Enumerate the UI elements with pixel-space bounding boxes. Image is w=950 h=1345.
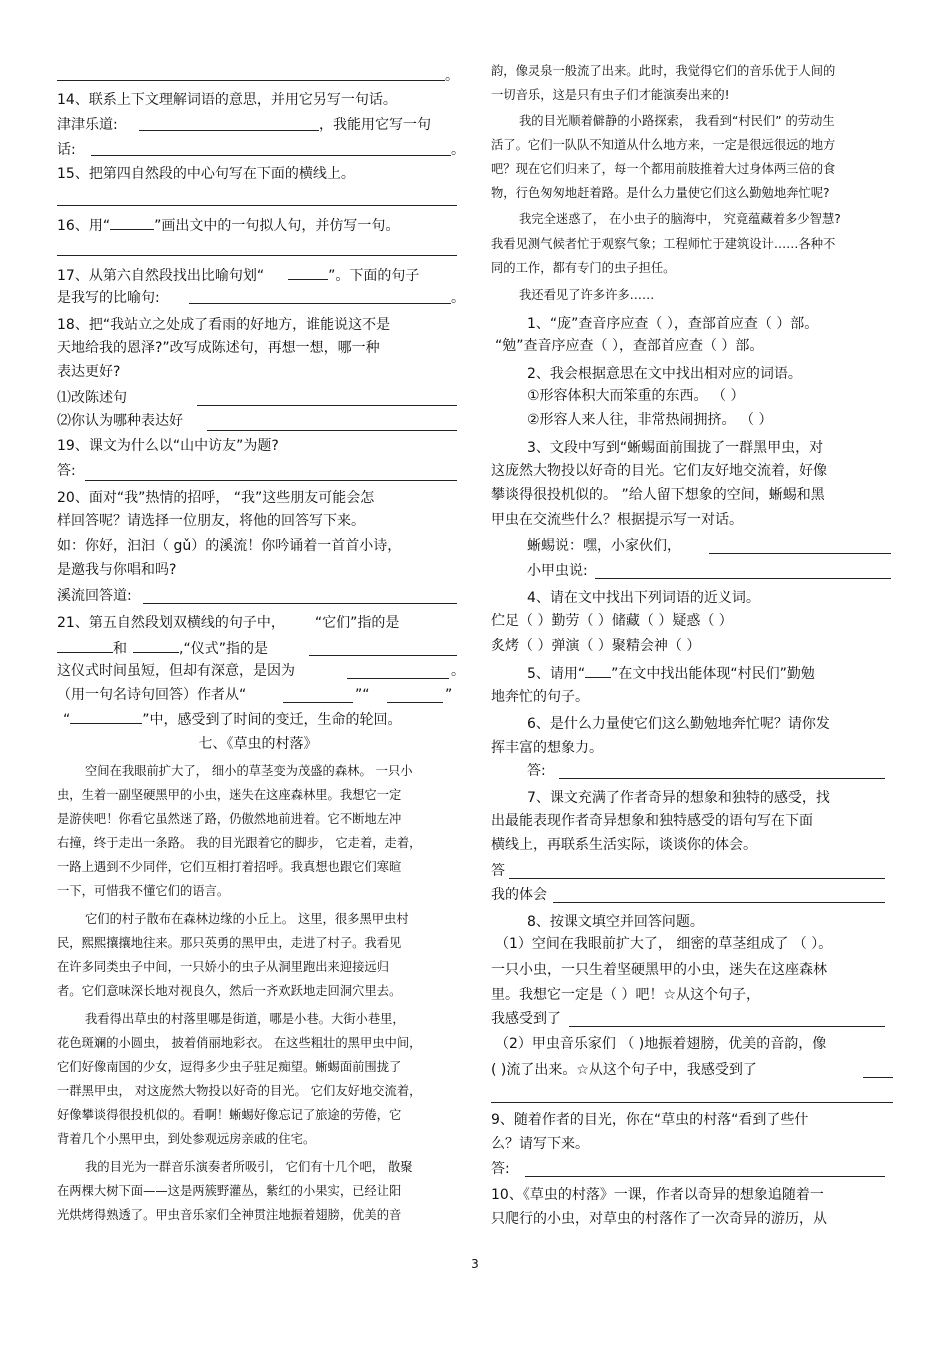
passage-line: 我看见测气候者忙于观察气象；工程师忙于建筑设计……各种不 bbox=[491, 237, 836, 251]
q16-answer-line[interactable] bbox=[57, 255, 457, 256]
passage-line: 民，熙熙攘攘地往来。那只英勇的黑甲虫，走进了村子。我看见 bbox=[57, 936, 402, 950]
question-10-line2: 只爬行的小虫，对草虫的村落作了一次奇异的游历，从 bbox=[491, 1211, 827, 1227]
q14-sentence-blank[interactable] bbox=[91, 155, 451, 156]
passage-line: 花色斑斓的小圆虫， 披着俏丽地彩衣。 在这些粗壮的黑甲虫中间， bbox=[57, 1036, 422, 1050]
q20-answer-label: 溪流回答道: bbox=[57, 588, 132, 604]
answer-line[interactable] bbox=[57, 80, 445, 81]
passage-line: 虫，生着一副坚硬黑甲的小虫，迷失在这座森林里。我想它一定 bbox=[57, 788, 402, 802]
q14-text: ，我能用它写一句 bbox=[319, 117, 431, 133]
question-5-line1: 5、请用“ ”在文中找出能体现“村民们”勤勉 bbox=[527, 666, 815, 682]
q7-feeling-label: 我的体会 bbox=[491, 887, 547, 903]
question-20-line1: 20、面对“我”热情的招呼， “我”这些朋友可能会怎 bbox=[57, 490, 375, 506]
q2-item-1: ①形容体积大而笨重的东西。 （ ） bbox=[527, 388, 745, 404]
question-5-line2: 地奔忙的句子。 bbox=[491, 689, 589, 705]
q21-line3-end: 。 bbox=[451, 663, 465, 679]
passage-line: 物，行色匆匆地赶着路。是什么力量使它们这么勤勉地奔忙呢? bbox=[491, 186, 830, 200]
passage-line: 一下，可惜我不懂它们的语言。 bbox=[57, 884, 230, 898]
passage-line: 背着几个小黑甲虫，到处参观远房亲戚的住宅。 bbox=[57, 1132, 316, 1146]
passage-line: 在许多同类虫子中间，一只娇小的虫子从洞里跑出来迎接远归 bbox=[57, 960, 390, 974]
q8-answer-line-2[interactable] bbox=[863, 1077, 893, 1078]
q7-feeling-line[interactable] bbox=[553, 902, 885, 903]
q21-blank-4[interactable] bbox=[347, 678, 449, 679]
section-title: 七、《草虫的村落》 bbox=[198, 736, 318, 752]
passage-line: 光烘烤得熟透了。甲虫音乐家们全神贯注地振着翅膀，优美的音 bbox=[57, 1208, 402, 1222]
passage-line: 好像攀谈得很投机似的。看啊！蜥蜴好像忘记了旅途的劳倦，它 bbox=[57, 1108, 402, 1122]
q17-answer-line[interactable] bbox=[189, 303, 451, 304]
q8-line-2: 一只小虫，一只生着坚硬黑甲的小虫，迷失在这座森林 bbox=[491, 962, 827, 978]
passage-line: 我还看见了许多许多…… bbox=[519, 288, 655, 302]
question-21-line3: 这仪式时间虽短，但却有深意，是因为 bbox=[57, 663, 295, 679]
q18-sub1: ⑴改陈述句 bbox=[57, 390, 127, 406]
q4-row-2: 炙烤（ ）弹演（ ）聚精会神（ ） bbox=[491, 638, 701, 654]
q21-quote-mid: ”“ bbox=[355, 687, 370, 703]
question-16: 16、用“ ”画出文中的一句拟人句，并仿写一句。 bbox=[57, 218, 400, 234]
question-7-line3: 横线上，再联系生活实际，谈谈你的体会。 bbox=[491, 837, 757, 853]
question-21-line1: 21、第五自然段划双横线的句子中， “它们”指的是 bbox=[57, 615, 400, 631]
question-3-line2: 这庞然大物投以好奇的目光。它们友好地交流着，好像 bbox=[491, 463, 827, 479]
question-3-line4: 甲虫在交流些什么？根据提示写一对话。 bbox=[491, 512, 743, 528]
q14-end: 。 bbox=[451, 142, 465, 158]
q19-answer-line[interactable] bbox=[85, 480, 457, 481]
question-20-line3: 如：你好，汩汩（ gǔ）的溪流！你吟诵着一首首小诗， bbox=[57, 538, 402, 554]
q18-sub2: ⑵你认为哪种表达好 bbox=[57, 413, 183, 429]
passage-line: 韵，像灵泉一般流了出来。此时，我觉得它们的音乐优于人间的 bbox=[491, 64, 836, 78]
q19-answer-label: 答: bbox=[57, 463, 76, 479]
q5-underline-mark bbox=[585, 664, 611, 678]
q8-line-5: （2）甲虫音乐家们 （ )地振着翅膀，优美的音韵，像 bbox=[495, 1036, 827, 1052]
q7-answer-label: 答 bbox=[491, 863, 505, 879]
q21-blank-7[interactable] bbox=[70, 710, 142, 724]
question-6-line1: 6、是什么力量使它们这么勤勉地奔忙呢？请你发 bbox=[527, 716, 830, 732]
q14-label-2: 话: bbox=[57, 142, 76, 158]
question-21-line5: “ ”中，感受到了时间的变迁，生命的轮回。 bbox=[63, 712, 402, 728]
passage-line: 我完全迷惑了， 在小虫子的脑海中， 究竟蕴藏着多少智慧? bbox=[519, 212, 841, 226]
passage-line: 同的工作，都有专门的虫子担任。 bbox=[491, 261, 676, 275]
passage-line: 我看得出草虫的村落里哪是街道，哪是小巷。大街小巷里， bbox=[85, 1012, 405, 1026]
question-6-line2: 挥丰富的想象力。 bbox=[491, 740, 603, 756]
q3-answer-line-1[interactable] bbox=[709, 553, 891, 554]
q4-row-1: 伫足（ ）勤劳（ ）储藏（ ）疑惑（ ） bbox=[491, 613, 733, 629]
question-9-line2: 么？请写下来。 bbox=[491, 1136, 589, 1152]
q9-answer-line[interactable] bbox=[525, 1176, 885, 1177]
line-end-mark: 。 bbox=[445, 68, 459, 84]
q21-blank-6[interactable] bbox=[387, 702, 443, 703]
q21-blank-3[interactable] bbox=[309, 655, 457, 656]
passage-line: 我的目光为一群音乐演奏者所吸引， 它们有十几个吧， 散聚 bbox=[85, 1160, 413, 1174]
q3-beetle-says: 小甲虫说: bbox=[527, 563, 588, 579]
q21-quote-end: ” bbox=[445, 687, 453, 703]
passage-line: 空间在我眼前扩大了， 细小的草茎变为茂盛的森林。 一只小 bbox=[85, 764, 413, 778]
q21-blank-1[interactable] bbox=[57, 639, 113, 653]
question-19: 19、课文为什么以“山中访友”为题? bbox=[57, 438, 279, 454]
passage-line: 一路上遇到不少同伴，它们互相打着招呼。我真想也跟它们寒暄 bbox=[57, 860, 402, 874]
question-21-line2: 和 ,“仪式”指的是 bbox=[57, 639, 268, 658]
question-15: 15、把第四自然段的中心句写在下面的横线上。 bbox=[57, 166, 355, 182]
question-9-line1: 9、随着作者的目光，你在“草虫的村落“看到了些什 bbox=[491, 1112, 809, 1128]
passage-line: 者。它们意味深长地对视良久，然后一齐欢跃地走回洞穴里去。 bbox=[57, 984, 402, 998]
q3-lizard-says: 蜥蜴说：嘿，小家伙们， bbox=[527, 538, 681, 554]
question-20-line2: 样回答呢？请选择一位朋友，将他的回答写下来。 bbox=[57, 513, 365, 529]
q17-label: 是我写的比喻句: bbox=[57, 290, 160, 306]
q8-line-1: （1）空间在我眼前扩大了， 细密的草茎组成了 （ ）。 bbox=[495, 936, 833, 952]
q8-answer-line-1[interactable] bbox=[569, 1026, 885, 1027]
question-7-line1: 7、课文充满了作者奇异的想象和独特的感受，找 bbox=[527, 790, 830, 806]
question-14: 14、联系上下文理解词语的意思，并用它另写一句话。 bbox=[57, 92, 397, 108]
q7-answer-line[interactable] bbox=[509, 878, 885, 879]
question-8: 8、按课文填空并回答问题。 bbox=[527, 914, 704, 930]
question-2: 2、我会根据意思在文中找出相对应的词语。 bbox=[527, 366, 802, 382]
question-7-line2: 出最能表现作者奇异想象和独特感受的语句写在下面 bbox=[491, 813, 813, 829]
question-18-line2: 天地给我的恩泽?”改写成陈述句，再想一想，哪一种 bbox=[57, 340, 380, 356]
passage-line: 在两棵大树下面——这是两簇野灌丛，紫红的小果实，已经让阳 bbox=[57, 1184, 402, 1198]
q16-underline-mark bbox=[110, 216, 154, 230]
q2-item-2: ②形容人来人往，非常热闹拥挤。 （ ） bbox=[527, 412, 773, 428]
passage-line: 一切音乐，这是只有虫子们才能演奏出来的! bbox=[491, 88, 730, 102]
q8-answer-line-3[interactable] bbox=[491, 1102, 893, 1103]
passage-line: 活了。它们一队队不知道从什么地方来，一定是很远很远的地方 bbox=[491, 138, 836, 152]
q21-blank-5[interactable] bbox=[283, 702, 353, 703]
passage-line: 吧？现在它们归来了，每一个都用前肢推着大过身体两三倍的食 bbox=[491, 162, 836, 176]
q14-word-blank[interactable] bbox=[139, 130, 319, 131]
q20-answer-line[interactable] bbox=[143, 603, 457, 604]
q6-answer-line[interactable] bbox=[559, 778, 885, 779]
q3-answer-line-2[interactable] bbox=[595, 578, 891, 579]
question-10-line1: 10、《草虫的村落》一课，作者以奇异的想象追随着一 bbox=[491, 1187, 824, 1203]
q17-end: 。 bbox=[451, 290, 465, 306]
q8-line-6: ( )流了出来。☆从这个句子中，我感受到了 bbox=[491, 1062, 757, 1078]
q6-answer-label: 答: bbox=[527, 763, 546, 779]
q8-line-3: 里。我想它一定是（ ）吧！☆从这个句子， bbox=[491, 987, 760, 1003]
question-1-line1: 1、“庞”查音序应查（ ），查部首应查（ ）部。 bbox=[527, 316, 819, 332]
q18-answer-line-2[interactable] bbox=[207, 430, 457, 431]
passage-line: 是游侠吧！你看它虽然迷了路，仍傲然地前进着。它不断地左冲 bbox=[57, 812, 402, 826]
passage-line: 它们的村子散布在森林边缘的小丘上。 这里，很多黑甲虫村 bbox=[85, 912, 409, 926]
q18-answer-line-1[interactable] bbox=[197, 405, 457, 406]
q9-answer-label: 答: bbox=[491, 1161, 510, 1177]
question-1-line2: “勉”查音序应查（ ），查部首应查（ ）部。 bbox=[495, 338, 764, 354]
passage-line: 一群黑甲虫， 对这庞然大物投以好奇的目光。 它们友好地交流着， bbox=[57, 1084, 422, 1098]
question-3-line3: 攀谈得很投机似的。 ”给人留下想象的空间，蜥蜴和黑 bbox=[491, 487, 825, 503]
passage-line: 右撞，终于走出一条路。 我的目光跟着它的脚步， 它走着，走着， bbox=[57, 836, 422, 850]
question-20-line4: 是邀我与你唱和吗? bbox=[57, 562, 177, 578]
question-21-line4: （用一句名诗句回答）作者从“ bbox=[57, 687, 247, 703]
q17-underline-mark bbox=[288, 266, 328, 280]
q15-answer-line[interactable] bbox=[57, 205, 457, 206]
page-number: 3 bbox=[471, 1257, 479, 1271]
passage-line: 它们好像南国的少女，逗得多少虫子驻足痴望。蜥蜴面前围拢了 bbox=[57, 1060, 402, 1074]
question-17: 17、从第六自然段找出比喻句划“ ”。下面的句子 bbox=[57, 268, 420, 284]
question-18-line1: 18、把“我站立之处成了看雨的好地方，谁能说这不是 bbox=[57, 317, 391, 333]
q14-label: 津津乐道: bbox=[57, 117, 118, 133]
question-4: 4、请在文中找出下列词语的近义词。 bbox=[527, 590, 760, 606]
question-18-line3: 表达更好? bbox=[57, 364, 121, 380]
q8-line-4: 我感受到了 bbox=[491, 1011, 561, 1027]
question-3-line1: 3、文段中写到“蜥蜴面前围拢了一群黑甲虫，对 bbox=[527, 440, 824, 456]
passage-line: 我的目光顺着僻静的小路探索， 我看到“村民们” 的劳动生 bbox=[519, 114, 835, 128]
q21-blank-2[interactable] bbox=[133, 639, 179, 653]
